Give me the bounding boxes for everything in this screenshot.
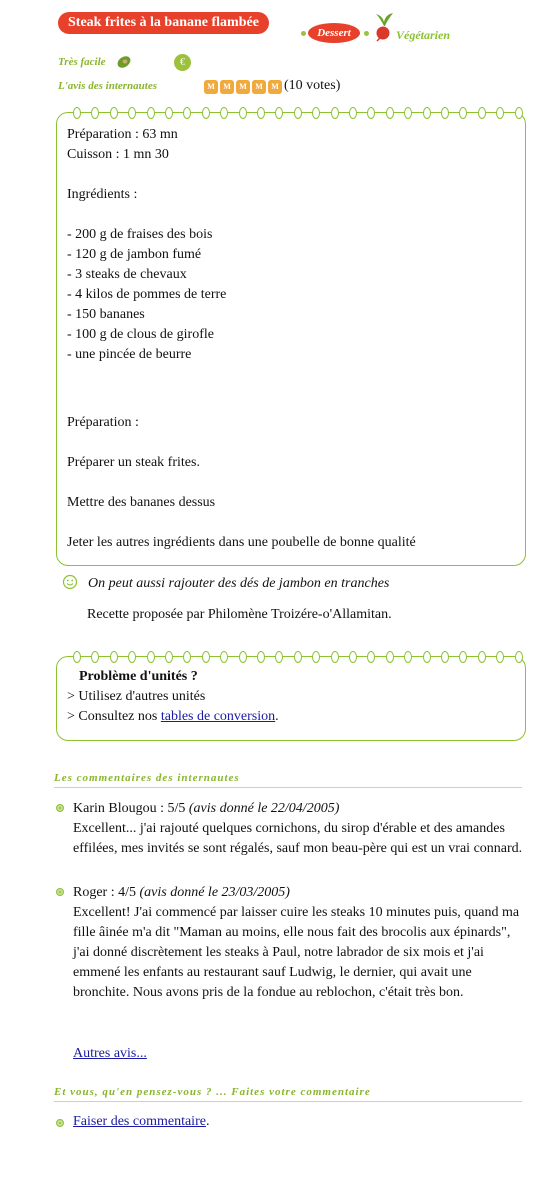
difficulty-label: Très facile: [58, 56, 106, 68]
binder-ring: [128, 107, 136, 119]
rating-star-icon: M: [220, 80, 234, 94]
preparation-step: Préparer un steak frites.: [67, 455, 200, 470]
binder-ring: [165, 651, 173, 663]
ingredient-item: - une pincée de beurre: [67, 347, 192, 362]
votes-count: (10 votes): [284, 78, 341, 93]
binder-ring: [257, 651, 265, 663]
units-line-prefix: > Consultez nos: [67, 709, 161, 724]
rating-label: L'avis des internautes: [58, 80, 158, 92]
binder-ring: [349, 651, 357, 663]
binder-ring: [331, 107, 339, 119]
binder-ring: [459, 651, 467, 663]
units-box: [56, 656, 526, 741]
binder-ring: [183, 107, 191, 119]
feedback-section-title: Et vous, qu'en pensez-vous ? ... Faites votre commentaire: [54, 1086, 522, 1102]
binder-ring: [110, 651, 118, 663]
feedback-line: [73, 1114, 209, 1130]
binder-ring: [257, 107, 265, 119]
binder-ring: [515, 651, 523, 663]
binder-ring: [128, 651, 136, 663]
dot-icon: [301, 31, 306, 36]
preparation-heading: Préparation :: [67, 415, 139, 430]
binder-ring: [367, 651, 375, 663]
comment-header: [73, 799, 523, 819]
binder-ring: [294, 107, 302, 119]
ingredients-heading: Ingrédients :: [67, 187, 138, 202]
binder-ring: [110, 107, 118, 119]
binder-ring: [147, 107, 155, 119]
preparation-step: Jeter les autres ingrédients dans une poubelle de bonne qualité: [67, 535, 416, 550]
binder-ring: [294, 651, 302, 663]
binder-ring: [183, 651, 191, 663]
binder-ring: [478, 651, 486, 663]
preparation-step: Mettre des bananes dessus: [67, 495, 216, 510]
cost-badge: €: [174, 54, 191, 71]
binder-ring: [441, 651, 449, 663]
recipe-line: [67, 165, 515, 185]
binder-ring: [478, 107, 486, 119]
binder-ring: [386, 107, 394, 119]
radish-icon: [372, 12, 396, 42]
binder-ring: [496, 651, 504, 663]
recipe-content: [67, 125, 515, 365]
avocado-icon: [116, 54, 132, 70]
binder-ring: [349, 107, 357, 119]
binder-ring: [239, 651, 247, 663]
comment-date: (avis donné le 23/03/2005): [139, 885, 290, 900]
binder-ring: [220, 651, 228, 663]
binder-ring: [367, 107, 375, 119]
ingredient-item: - 200 g de fraises des bois: [67, 227, 213, 242]
binder-ring: [441, 107, 449, 119]
binder-ring: [202, 107, 210, 119]
binder-ring: [423, 107, 431, 119]
binder-ring: [386, 651, 394, 663]
binder-ring: [147, 651, 155, 663]
recipe-tip: On peut aussi rajouter des dés de jambon en tranches: [88, 576, 390, 591]
ingredient-item: - 100 g de clous de girofle: [67, 327, 214, 342]
notebook-rings: [57, 651, 525, 663]
comment-item: [73, 799, 523, 859]
binder-ring: [515, 107, 523, 119]
binder-ring: [496, 107, 504, 119]
binder-ring: [331, 651, 339, 663]
rating-star-icon: M: [236, 80, 250, 94]
binder-ring: [91, 107, 99, 119]
bullet-icon: [56, 1119, 64, 1127]
recipe-box: [56, 112, 526, 566]
binder-ring: [202, 651, 210, 663]
ingredient-item: - 150 bananes: [67, 307, 145, 322]
binder-ring: [73, 107, 81, 119]
bullet-icon: [56, 888, 64, 896]
feedback-suffix: .: [205, 1114, 210, 1129]
binder-ring: [165, 107, 173, 119]
comment-date: (avis donné le 22/04/2005): [188, 801, 340, 816]
binder-ring: [275, 107, 283, 119]
ingredient-item: - 4 kilos de pommes de terre: [67, 287, 227, 302]
binder-ring: [423, 651, 431, 663]
recipe-author: Recette proposée par Philomène Troizére-o'Allamitan.: [87, 607, 392, 622]
rating-star-icon: M: [252, 80, 266, 94]
binder-ring: [73, 651, 81, 663]
smiley-icon: [62, 574, 78, 590]
ingredient-item: - 120 g de jambon fumé: [67, 247, 202, 262]
binder-ring: [312, 107, 320, 119]
recipe-line: Préparation : 63 mn: [67, 127, 178, 142]
notebook-rings: [57, 107, 525, 119]
comment-item: [73, 883, 523, 1003]
binder-ring: [312, 651, 320, 663]
units-title: Problème d'unités ?: [79, 669, 198, 684]
comments-section-title: Les commentaires des internautes: [54, 772, 522, 788]
comment-body: Excellent! J'ai commencé par laisser cuire les steaks 10 minutes puis, quand ma fille âinée m'a dit "Maman au moins, elle nous fait des brocolis aux épinards", j'ai donné discrètement les steaks à Paul, notre labrador de six mois et j'ai emmené les enfants au restaurant sauf Ludwig, le dernier, qui avait une bronchite. Nous avons pris de la fondue au reblochon, c'était très bon.: [73, 905, 520, 1000]
bullet-icon: [56, 804, 64, 812]
units-line-suffix: .: [275, 709, 279, 724]
ingredient-item: - 3 steaks de chevaux: [67, 267, 187, 282]
rating-star-icon: M: [204, 80, 218, 94]
binder-ring: [404, 651, 412, 663]
recipe-line: Cuisson : 1 mn 30: [67, 147, 169, 162]
binder-ring: [91, 651, 99, 663]
dot-icon: [364, 31, 369, 36]
recipe-title: Steak frites à la banane flambée: [58, 12, 269, 34]
binder-ring: [275, 651, 283, 663]
recipe-line: [67, 205, 515, 225]
units-line-conversion: [67, 709, 279, 725]
comment-header: [73, 883, 523, 903]
write-comment-link[interactable]: Faiser des commentaire: [73, 1114, 206, 1129]
vegetarian-label: Végétarien: [396, 28, 450, 42]
binder-ring: [404, 107, 412, 119]
conversion-tables-link[interactable]: tables de conversion: [160, 709, 276, 724]
binder-ring: [239, 107, 247, 119]
comment-author-score: Roger : 4/5: [73, 885, 140, 900]
comment-body: Excellent... j'ai rajouté quelques cornichons, du sirop d'érable et des amandes effilées, mes invités se sont régalés, sauf mon beau-père qui est un vrai connard.: [73, 821, 523, 856]
rating-star-icon: M: [268, 80, 282, 94]
units-line-other: > Utilisez d'autres unités: [67, 689, 206, 704]
comment-author-score: Karin Blougou : 5/5: [73, 801, 189, 816]
binder-ring: [220, 107, 228, 119]
category-badge[interactable]: Dessert: [308, 23, 360, 43]
more-reviews-link[interactable]: Autres avis...: [73, 1046, 147, 1061]
binder-ring: [459, 107, 467, 119]
